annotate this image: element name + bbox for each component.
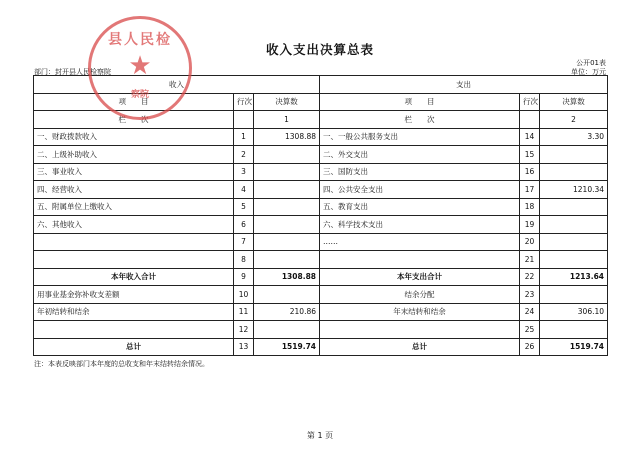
item-header-left: 项 目 [34,93,234,111]
lanci-right: 栏 次 [320,111,520,129]
table-row: 三、事业收入 3 三、国防支出 16 [34,163,608,181]
lanci-left: 栏 次 [34,111,234,129]
blank-row: 12 25 [34,321,608,339]
grand-total-row: 总计 13 1519.74 总计 26 1519.74 [34,338,608,356]
table-row: 六、其他收入 6 六、科学技术支出 19 [34,216,608,234]
table-row: 8 21 [34,251,608,269]
unit-label: 单位：万元 [571,68,606,76]
seal-text: 县人民检 [108,32,172,48]
column-1: 1 [254,111,320,129]
year-total-row: 本年收入合计 9 1308.88 本年支出合计 22 1213.64 [34,268,608,286]
table-row: 二、上级补助收入 2 二、外交支出 15 [34,146,608,164]
row-no-header-left: 行次 [234,93,254,111]
footnote: 注：本表反映部门本年度的总收支和年末结转结余情况。 [34,360,209,368]
form-number: 公开01表 [576,59,606,67]
page-number: 第 1 页 [306,431,334,440]
amount-header-right: 决算数 [540,93,608,111]
column-2: 2 [540,111,608,129]
official-seal [88,16,192,120]
income-header: 收入 [34,76,320,94]
seal-bottom-text: 察院 [130,90,149,100]
carryover-row: 年初结转和结余 11 210.86 年末结转和结余 24 306.10 [34,303,608,321]
report-title: 收入支出决算总表 [265,42,374,57]
table-row: 一、财政拨款收入 1 1308.88 一、一般公共服务支出 14 3.30 [34,128,608,146]
row-no-header-right: 行次 [520,93,540,111]
item-header-right: 项 目 [320,93,520,111]
table-row: 五、附属单位上缴收入 5 五、教育支出 18 [34,198,608,216]
table-row: 四、经营收入 4 四、公共安全支出 17 1210.34 [34,181,608,199]
fund-row: 用事业基金弥补收支差额 10 结余分配 23 [34,286,608,304]
table-row: 7 …… 20 [34,233,608,251]
income-expense-table [33,75,608,356]
amount-header-left: 决算数 [254,93,320,111]
department-label: 部门：封开县人民检察院 [34,68,111,76]
star-icon: ★ [128,51,152,81]
expense-header: 支出 [320,76,608,94]
